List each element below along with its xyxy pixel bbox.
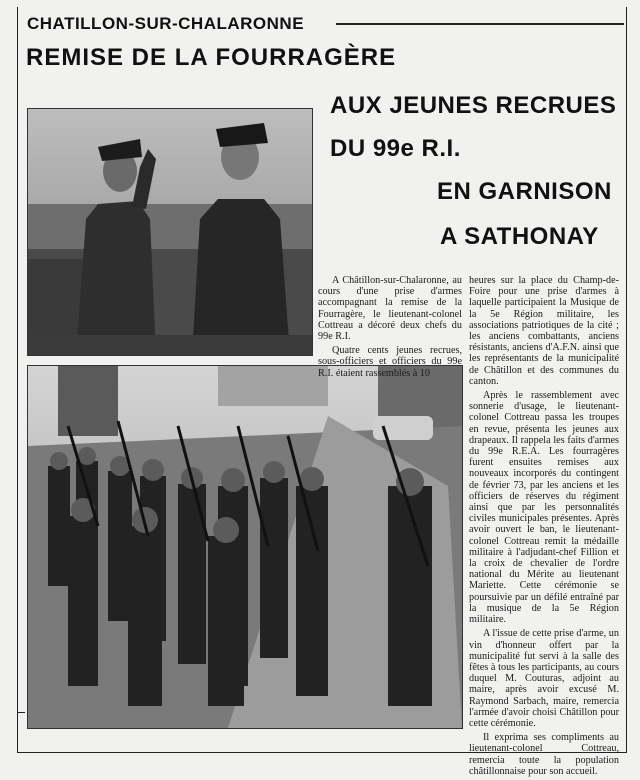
article-paragraph: heures sur la place du Champ-de-Foire pour une prise d'armes à laquelle participaient la Musique de la 5e Région militaire, les associations patriotiques de la cité ; les anciens combattants, anciens résistants, anciens d'A.F.N. ainsi que les représentants de la municipalité de Châtillon et des communes du canton. bbox=[469, 275, 619, 387]
kicker-location: CHATILLON-SUR-CHALARONNE bbox=[27, 14, 308, 34]
article-column-1 bbox=[318, 275, 462, 382]
photo-marching-recruits bbox=[27, 365, 463, 729]
subheadline-line-3: EN GARNISON bbox=[437, 178, 612, 205]
headline: REMISE DE LA FOURRAGÈRE bbox=[26, 44, 397, 71]
article-column-2 bbox=[469, 275, 619, 780]
margin-mark bbox=[17, 712, 25, 713]
subheadline-line-1: AUX JEUNES RECRUES bbox=[330, 92, 617, 119]
subheadline-line-4: A SATHONAY bbox=[440, 223, 599, 250]
article-paragraph: Il exprima ses compliments au lieutenant-colonel Cottreau, remercia toute la population châtillonnaise pour son accueil. bbox=[469, 732, 619, 777]
kicker-rule bbox=[336, 23, 624, 25]
article-paragraph: Après le rassemblement avec sonnerie d'usage, le lieutenant-colonel Cottreau passa les troupes en revue, présenta les jeunes aux drapeaux. Il rappela les faits d'armes du 99e R.E.A. Les fourragères furent ensuites remises aux nouveaux incorporés du contingent de février 73, par les anciens et les officiers de réserves du régiment ainsi que par les personnalités civiles municipales présentes. Après avoir ouvert le ban, le lieutenant-colonel Cottreau remit la médaille militaire à l'adjudant-chef Fillion et la croix de chevalier de l'ordre national du Mérite au lieutenant Mariette. Cette cérémonie se poursuivie par un défilé entraîné par la musique de la 5e Région militaire. bbox=[469, 390, 619, 626]
photo-officers-saluting bbox=[27, 108, 313, 356]
photo-officers-saluting-image bbox=[28, 109, 312, 355]
subheadline-line-2: DU 99e R.I. bbox=[330, 135, 461, 162]
article-paragraph: A l'issue de cette prise d'arme, un vin d'honneur offert par la municipalité fut servi à la salle des fêtes à tous les participants, au cours duquel M. Couturas, adjoint au maire, après avoir excusé M. Raymond Sarbach, maire, remercia l'armée d'avoir choisi Châtillon pour cette cérémonie. bbox=[469, 628, 619, 729]
article-paragraph: Quatre cents jeunes recrues, sous-officiers et officiers du 99e R.I. étaient rassemblés à 10 bbox=[318, 345, 462, 379]
photo-marching-recruits-image bbox=[28, 366, 462, 728]
article-paragraph: A Châtillon-sur-Chalaronne, au cours d'une prise d'armes accompagnant la remise de la Fourragère, le lieutenant-colonel Cottreau a décoré deux chefs du 99e R.I. bbox=[318, 275, 462, 343]
